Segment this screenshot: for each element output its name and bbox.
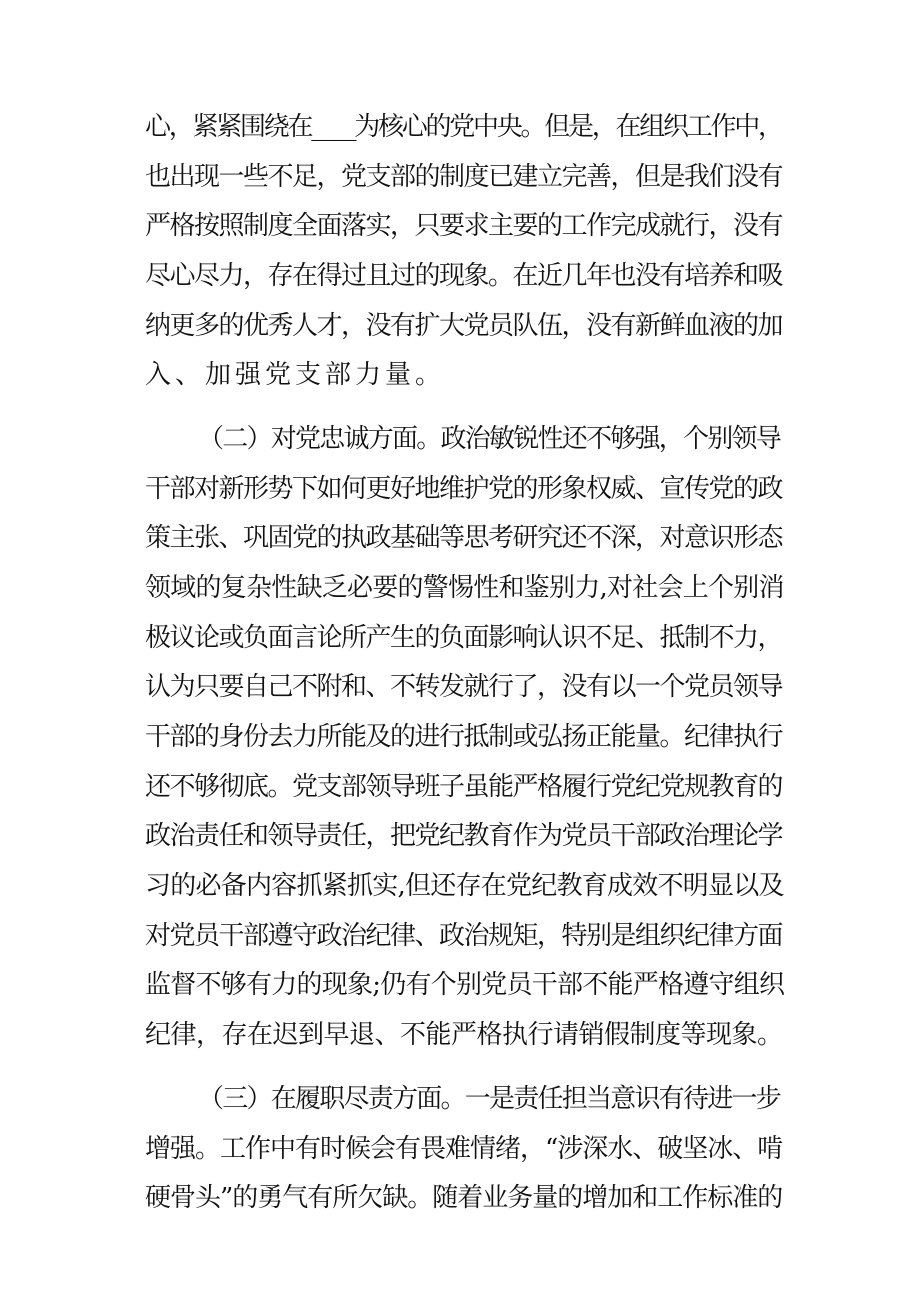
text-line: 领域的复杂性缺乏必要的警惕性和鉴别力,对社会上个别消 xyxy=(145,573,784,603)
text-line: 政治责任和领导责任，把党纪教育作为党员干部政治理论学 xyxy=(145,821,783,851)
text-line: 尽心尽力，存在得过且过的现象。在近几年也没有培养和吸 xyxy=(145,261,783,291)
text-line: 入、加强党支部力量。 xyxy=(145,360,446,390)
text-line: 严格按照制度全面落实，只要求主要的工作完成就行，没有 xyxy=(145,211,783,241)
text-line: 也出现一些不足，党支部的制度已建立完善，但是我们没有 xyxy=(145,162,783,192)
text-line: 干部对新形势下如何更好地维护党的形象权威、宣传党的政 xyxy=(145,474,783,504)
text-line: 监督不够有力的现象;仍有个别党员干部不能严格遵守组织 xyxy=(145,970,785,1000)
text-line: 极议论或负面言论所产生的负面影响认识不足、抵制不力， xyxy=(145,623,783,653)
text-line: 硬骨头”的勇气有所欠缺。随着业务量的增加和工作标准的 xyxy=(145,1183,783,1213)
text-line: 干部的身份去力所能及的进行抵制或弘扬正能量。纪律执行 xyxy=(145,722,783,752)
text-line: 还不够彻底。党支部领导班子虽能严格履行党纪党规教育的 xyxy=(145,772,783,802)
text-line: 策主张、巩固党的执政基础等思考研究还不深，对意识形态 xyxy=(145,523,783,553)
text-line: 增强。工作中有时候会有畏难情绪，“涉深水、破坚冰、啃 xyxy=(145,1134,783,1164)
text-line: 认为只要自己不附和、不转发就行了，没有以一个党员领导 xyxy=(145,672,783,702)
text-line: （三）在履职尽责方面。一是责任担当意识有待进一步 xyxy=(198,1084,781,1114)
text-line: 纪律，存在迟到早退、不能严格执行请销假制度等现象。 xyxy=(145,1020,783,1050)
text-line: 对党员干部遵守政治纪律、政治规矩，特别是组织纪律方面 xyxy=(145,921,783,951)
text-line: 纳更多的优秀人才，没有扩大党员队伍，没有新鲜血液的加 xyxy=(145,311,783,341)
text-line: （二）对党忠诚方面。政治敏锐性还不够强，个别领导 xyxy=(198,424,781,454)
text-line: 心，紧紧围绕在____为核心的党中央。但是，在组织工作中， xyxy=(145,112,782,142)
text-line: 习的必备内容抓紧抓实,但还存在党纪教育成效不明显以及 xyxy=(145,871,784,901)
